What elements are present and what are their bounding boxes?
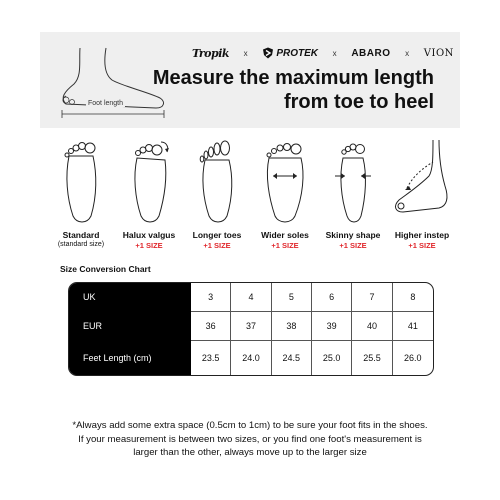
table-cell: 8 <box>393 283 433 312</box>
brand-row <box>192 42 454 64</box>
table-cell: 39 <box>312 312 352 341</box>
halux-valgus-foot-icon <box>127 136 171 226</box>
table-cell: 26.0 <box>404 353 422 363</box>
foot-type-name: Skinny shape <box>325 230 381 240</box>
table-cell: 40 <box>352 312 392 341</box>
table-cell: 4 <box>231 283 271 312</box>
foot-type-skinny-shape <box>320 136 386 256</box>
foot-type-name: Standard <box>62 230 100 240</box>
foot-length-label: Foot length <box>88 100 124 107</box>
row-header-uk: UK <box>69 283 191 312</box>
wider-soles-foot-icon <box>263 136 307 226</box>
brand-separator: x <box>405 48 410 58</box>
row-header-eur: EUR <box>69 312 191 341</box>
brand-separator: x <box>243 48 248 58</box>
foot-type-size-badge: +1 SIZE <box>271 241 299 250</box>
size-chart-title: Size Conversion Chart <box>60 264 151 274</box>
row-header-feet-length: Feet Length (cm) <box>69 341 191 375</box>
note-line-2: If your measurement is between two sizes, or you find one foot's measurement is <box>78 433 422 445</box>
foot-type-longer-toes <box>184 136 250 256</box>
brand-protek-text: PROTEK <box>276 47 318 59</box>
foot-types-row <box>48 136 458 256</box>
brand-tropik-logo: Tropik <box>192 46 230 60</box>
foot-type-size-badge: +1 SIZE <box>135 241 163 250</box>
foot-type-size-badge: +1 SIZE <box>203 241 231 250</box>
headline-line-2: from toe to heel <box>283 91 434 113</box>
table-cell: 5 <box>272 283 312 312</box>
foot-type-size-badge: +1 SIZE <box>339 241 367 250</box>
brand-vion-logo: VION <box>423 47 454 59</box>
table-cell: 38 <box>272 312 312 341</box>
table-cell: 7 <box>352 283 392 312</box>
page-title <box>153 66 434 114</box>
note-line-1: *Always add some extra space (0.5cm to 1cm) to be sure your foot fits in the shoes. <box>72 420 428 431</box>
foot-type-wider-soles <box>252 136 318 256</box>
brand-separator: x <box>332 48 337 58</box>
headline-line-1: Measure the maximum length <box>152 67 434 89</box>
table-cell: 25.5 <box>352 341 392 375</box>
table-cell: 37 <box>231 312 271 341</box>
foot-type-size-badge: +1 SIZE <box>408 241 436 250</box>
table-cell: 41 <box>393 312 433 341</box>
table-cell: 24.5 <box>272 341 312 375</box>
longer-toes-foot-icon <box>195 136 239 226</box>
foot-type-name: Longer toes <box>192 230 242 240</box>
foot-type-halux-valgus <box>116 136 182 256</box>
foot-type-name: Higher instep <box>394 230 450 240</box>
foot-type-standard <box>48 136 114 256</box>
foot-type-name: Wider soles <box>261 230 309 240</box>
skinny-shape-foot-icon <box>331 136 375 226</box>
foot-type-higher-instep <box>386 136 458 256</box>
size-conversion-table <box>68 282 434 376</box>
standard-foot-icon <box>59 136 103 226</box>
higher-instep-foot-icon <box>389 136 455 226</box>
table-cell: 6 <box>312 283 352 312</box>
header-banner <box>40 32 460 128</box>
protek-shield-icon <box>262 47 274 59</box>
foot-type-note: (standard size) <box>57 241 105 248</box>
sizing-note <box>40 419 460 460</box>
table-cell: 3 <box>191 283 231 312</box>
table-cell: 24.0 <box>231 341 271 375</box>
brand-protek-logo <box>262 47 318 59</box>
note-line-3: larger than the other, always move up to the larger size <box>133 447 367 458</box>
foot-type-name: Halux valgus <box>122 230 176 240</box>
brand-abaro-logo: ABARO <box>351 47 391 59</box>
table-cell: 36 <box>191 312 231 341</box>
table-cell: 23.5 <box>191 341 231 375</box>
table-cell: 25.0 <box>312 341 352 375</box>
